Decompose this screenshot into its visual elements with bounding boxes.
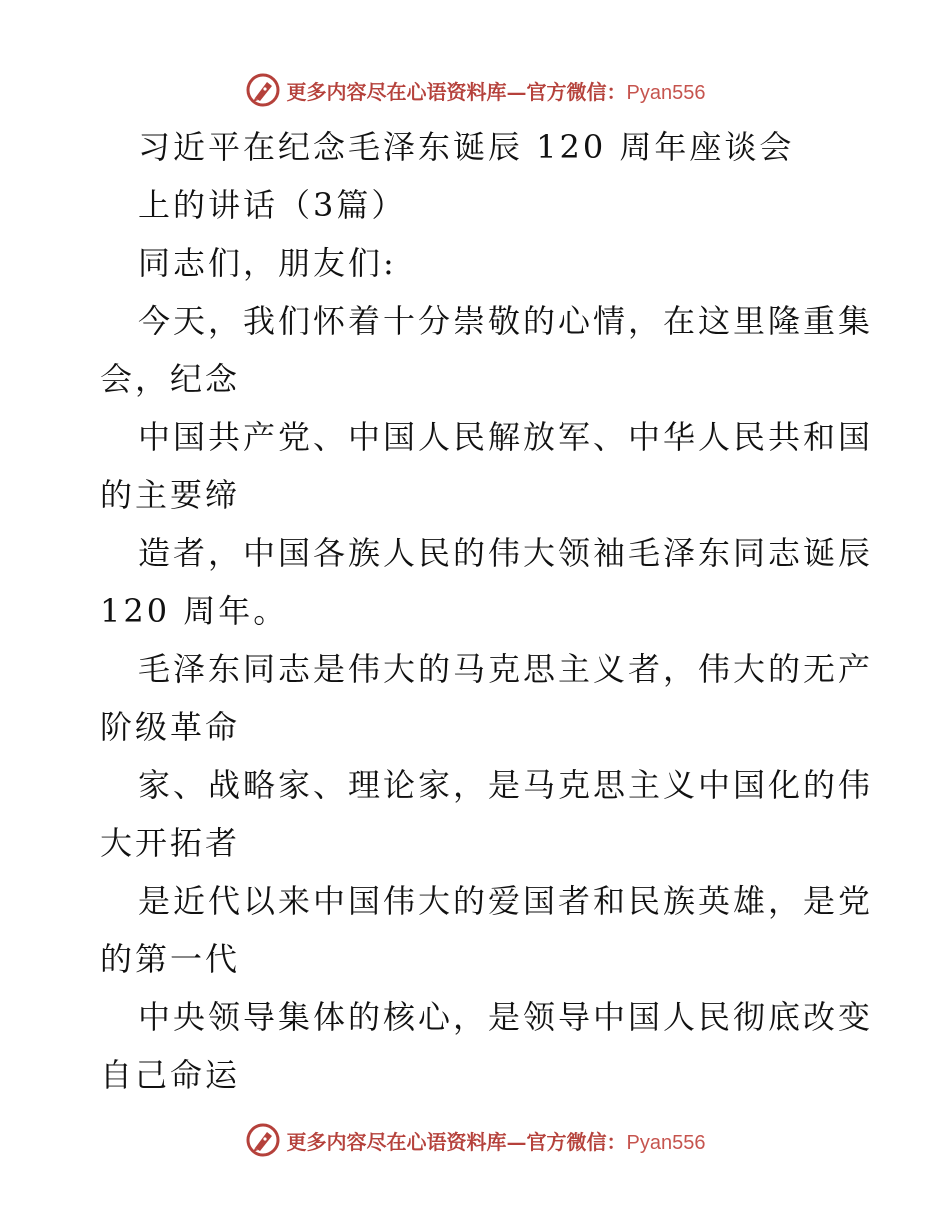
paragraph-line: 自己命运 xyxy=(100,1056,241,1094)
paragraph-line: 大开拓者 xyxy=(100,824,241,862)
pen-nib-circle-icon xyxy=(245,72,281,108)
watermark-banner-bottom xyxy=(0,1120,950,1160)
paragraph-line: 的第一代 xyxy=(100,940,241,978)
watermark-wechat-label: 官方微信： xyxy=(526,79,627,104)
paragraph-line: 毛泽东同志是伟大的马克思主义者，伟大的无产 xyxy=(138,650,874,688)
paragraph-line: 中央领导集体的核心，是领导中国人民彻底改变 xyxy=(138,998,874,1036)
paragraph-line: 中国共产党、中国人民解放军、中华人民共和国 xyxy=(138,418,874,456)
paragraph-line: 会，纪念 xyxy=(100,360,241,398)
title-line-1: 习近平在纪念毛泽东诞辰 120 周年座谈会 xyxy=(138,128,795,166)
paragraph-line: 今天，我们怀着十分崇敬的心情，在这里隆重集 xyxy=(138,302,874,340)
watermark-wechat-id: Pyan556 xyxy=(626,1131,706,1154)
paragraph-line: 家、战略家、理论家，是马克思主义中国化的伟 xyxy=(138,766,874,804)
watermark-banner-top xyxy=(0,70,950,110)
paragraph-line: 阶级革命 xyxy=(100,708,241,746)
watermark-text xyxy=(287,76,706,105)
paragraph-line: 是近代以来中国伟大的爱国者和民族英雄，是党 xyxy=(138,882,874,920)
watermark-wechat-id: Pyan556 xyxy=(626,81,706,104)
paragraph-line: 的主要缔 xyxy=(100,476,241,514)
pen-nib-circle-icon xyxy=(245,1122,281,1158)
watermark-wechat-label: 官方微信： xyxy=(526,1129,627,1154)
paragraph-line: 造者，中国各族人民的伟大领袖毛泽东同志诞辰 xyxy=(138,534,874,572)
watermark-separator: — xyxy=(506,1129,527,1154)
watermark-site-name: 更多内容尽在心语资料库 xyxy=(286,79,507,104)
title-line-2: 上的讲话（3篇） xyxy=(138,186,407,224)
salutation: 同志们，朋友们: xyxy=(138,244,397,282)
document-body xyxy=(100,118,874,1104)
watermark-separator: — xyxy=(506,79,527,104)
paragraph-line: 120 周年。 xyxy=(100,592,289,630)
watermark-site-name: 更多内容尽在心语资料库 xyxy=(286,1129,507,1154)
watermark-text xyxy=(287,1126,706,1155)
